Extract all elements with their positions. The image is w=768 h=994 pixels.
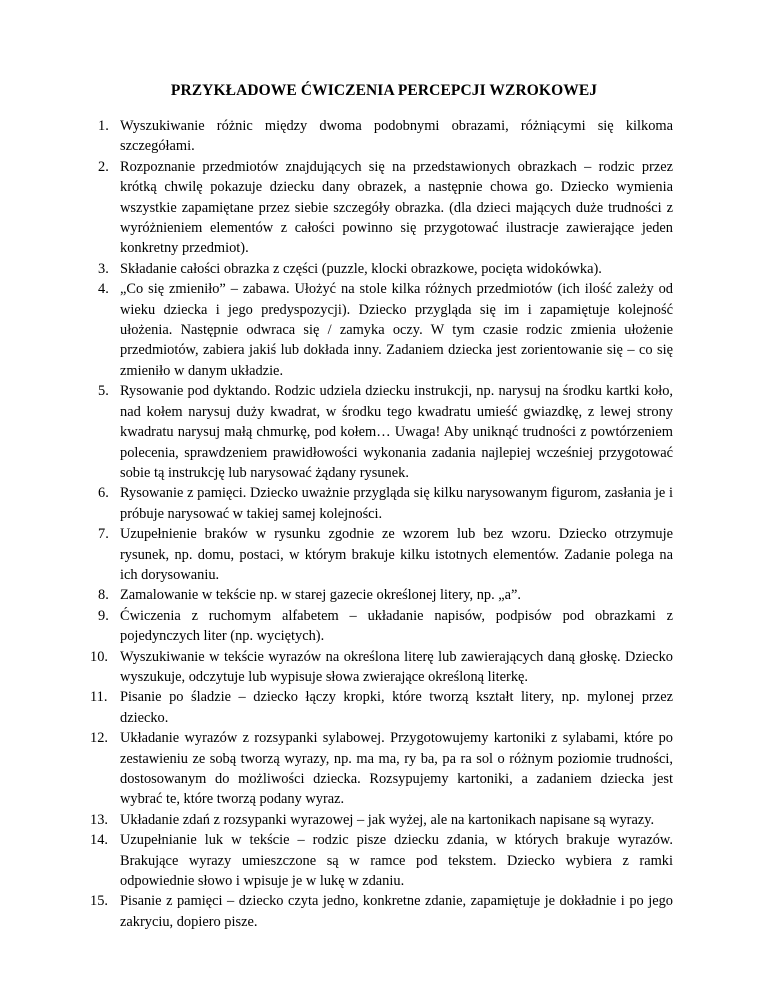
list-item-text: Rysowanie pod dyktando. Rodzic udziela dziecku instrukcji, np. narysuj na środku kartki koło, nad kołem narysuj duży kwadrat, w środku tego kwadratu umieść gwiazdkę, z lewej strony kwadratu narysuj małą chmurkę, pod kołem… Uwaga! Aby uniknąć trudności z powtórzeniem polecenia, sprawdzeniem prawidłowości wykonania zadania najlepiej wcześniej przygotować sobie tą instrukcję lub narysować żądany rysunek.	[120, 383, 673, 481]
list-item	[98, 116, 673, 157]
list-item-number: 14.	[90, 832, 108, 849]
list-item	[90, 647, 673, 688]
list-item-text: Rysowanie z pamięci. Dziecko uważnie przygląda się kilku narysowanym figurom, zasłania je i próbuje narysować w takiej samej kolejności.	[120, 485, 673, 522]
list-item-text: Rozpoznanie przedmiotów znajdujących się na przedstawionych obrazkach – rodzic przez krótką chwilę pokazuje dziecku dany obrazek, a następnie chowa go. Dziecko wymienia wszystkie zapamiętane przez siebie szczegóły obrazka. (dla dzieci mających duże trudności z wyróżnieniem elementów z całości powinno się przygotować ilustracje zawierające jeden konkretny przedmiot).	[120, 158, 673, 257]
list-item-text: Składanie całości obrazka z części (puzzle, klocki obrazkowe, pocięta widokówka).	[120, 260, 602, 277]
list-item-number: 8.	[98, 587, 109, 604]
list-item	[98, 381, 673, 483]
list-item-text: Uzupełnienie braków w rysunku zgodnie ze wzorem lub bez wzoru. Dziecko otrzymuje rysunek, np. domu, postaci, w którym brakuje kilku istotnych elementów. Zadanie polega na ich dorysowaniu.	[120, 526, 673, 583]
list-item-text: Układanie zdań z rozsypanki wyrazowej – jak wyżej, ale na kartonikach napisane są wyrazy.	[120, 811, 655, 828]
list-item	[98, 606, 673, 647]
list-item	[98, 524, 673, 585]
list-item-number: 10.	[90, 648, 108, 665]
list-item	[98, 483, 673, 524]
list-item	[90, 810, 673, 830]
list-item	[90, 830, 673, 891]
list-item	[98, 279, 673, 381]
list-item	[90, 728, 673, 810]
list-item-text: „Co się zmieniło” – zabawa. Ułożyć na stole kilka różnych przedmiotów (ich ilość zależy od wieku dziecka i jego predyspozycji). Dziecko przygląda się im i zapamiętuje kolejność ułożenia. Następnie odwraca się / zamyka oczy. W tym czasie rodzic zmienia ułożenie przedmiotów, zabiera jakiś lub dokłada inny. Zadaniem dziecka jest zorientowanie się – co się zmieniło w danym układzie.	[120, 281, 673, 379]
list-item-number: 5.	[98, 383, 109, 400]
list-item-text: Uzupełnianie luk w tekście – rodzic pisze dziecku zdania, w których brakuje wyrazów. Brakujące wyrazy umieszczone są w ramce pod tekstem. Dziecko wybiera z ramki odpowiednie słowo i wpisuje je w lukę w zdaniu.	[120, 832, 673, 890]
list-item-text: Ćwiczenia z ruchomym alfabetem – układanie napisów, podpisów pod obrazkami z pojedynczych liter (np. wyciętych).	[120, 607, 673, 645]
list-item-number: 12.	[90, 730, 108, 747]
list-item-text: Układanie wyrazów z rozsypanki sylabowej. Przygotowujemy kartoniki z sylabami, które po zestawieniu ze sobą tworzą wyrazy, np. ma ma, ry ba, pa ra sol o różnym poziomie trudności, dostosowanym do możliwości dziecka. Rozsypujemy kartoniki, a zadaniem dziecka jest wybrać te, które tworzą podany wyraz.	[120, 730, 673, 808]
list-item-number: 4.	[98, 281, 109, 298]
list-item	[98, 259, 673, 279]
list-item-number: 3.	[98, 260, 109, 277]
list-item-number: 1.	[98, 118, 109, 134]
list-item-number: 7.	[98, 526, 109, 543]
document-title: PRZYKŁADOWE ĆWICZENIA PERCEPCJI WZROKOWEJ	[170, 82, 598, 99]
list-item-text: Wyszukiwanie różnic między dwoma podobnymi obrazami, różniącymi się kilkoma szczegółami.	[120, 118, 673, 155]
list-item	[90, 687, 673, 728]
list-item	[90, 891, 673, 932]
list-item-text: Pisanie po śladzie – dziecko łączy kropki, które tworzą kształt litery, np. mylonej przez dziecko.	[120, 689, 673, 726]
list-item-text: Zamalowanie w tekście np. w starej gazecie określonej litery, np. „a”.	[120, 587, 522, 604]
list-item-number: 2.	[98, 158, 109, 175]
list-item-text: Wyszukiwanie w tekście wyrazów na określona literę lub zawierających daną głoskę. Dziecko wyszukuje, odczytuje lub wypisuje słowa zwierające określoną literkę.	[120, 648, 673, 685]
list-item-text: Pisanie z pamięci – dziecko czyta jedno, konkretne zdanie, zapamiętuje je dokładnie i po jego zakryciu, dopiero pisze.	[120, 893, 673, 930]
list-item	[98, 585, 673, 605]
list-item-number: 13.	[90, 811, 108, 828]
list-item	[98, 157, 673, 259]
list-item-number: 9.	[98, 607, 109, 624]
list-item-number: 11.	[90, 689, 108, 706]
exercise-list	[90, 116, 673, 932]
list-item-number: 15.	[90, 893, 108, 910]
list-item-number: 6.	[98, 485, 109, 502]
